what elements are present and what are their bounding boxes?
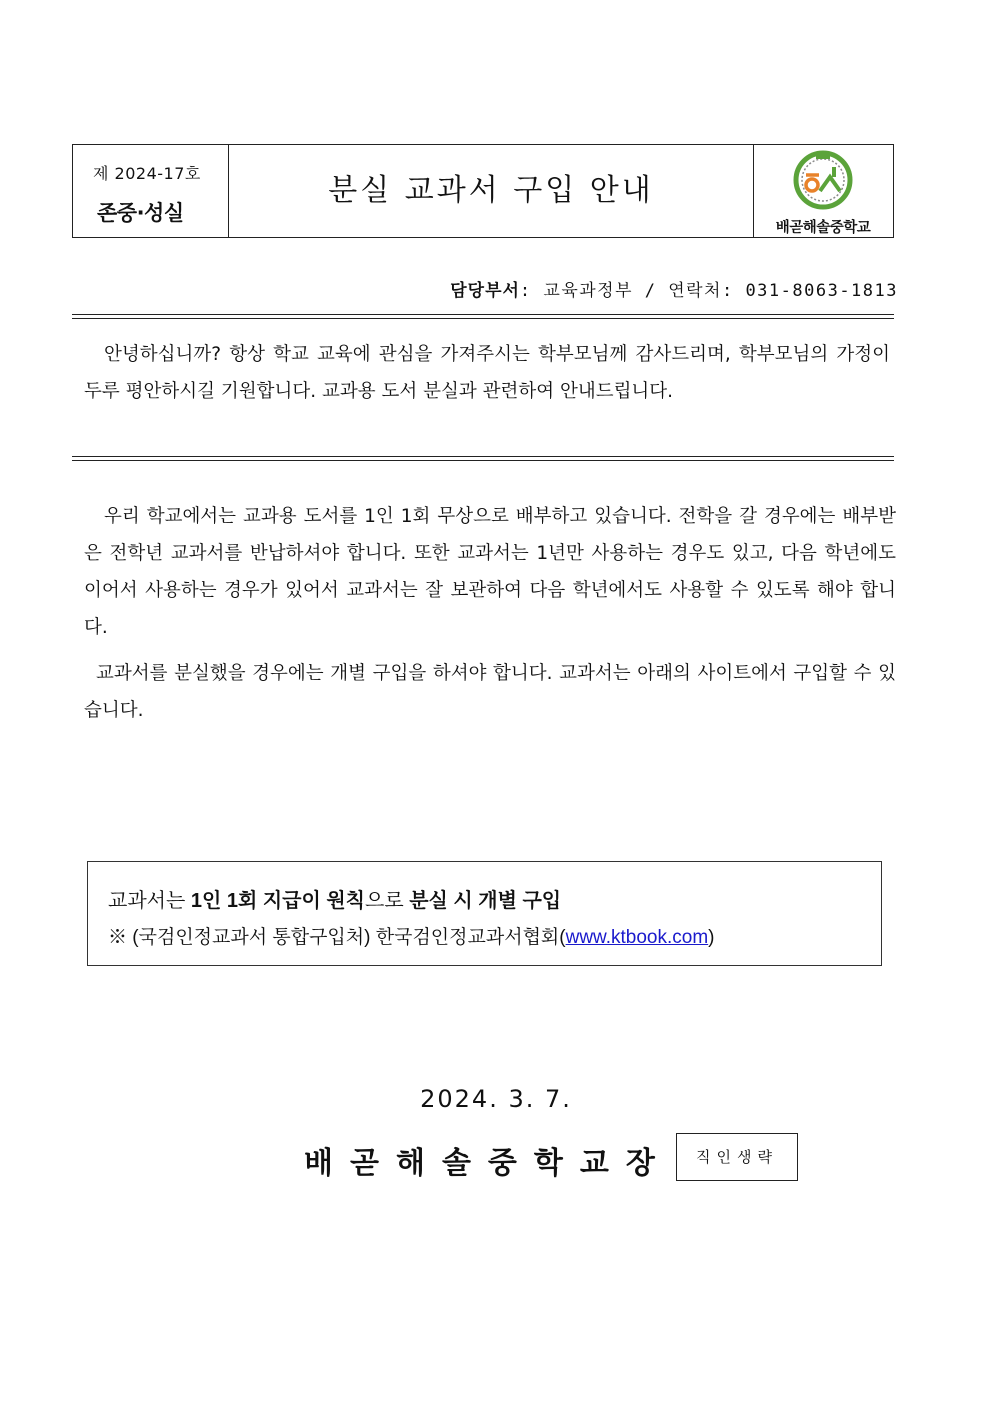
notice-box <box>87 861 882 966</box>
signatory: 배곧해솔중학교장 <box>304 1146 672 1181</box>
seal-omitted-box: 직인생략 <box>676 1133 798 1181</box>
document-number: 제 2024-17호 <box>93 164 201 183</box>
header-table <box>72 144 894 238</box>
notice-closing-paren: ) <box>708 927 715 948</box>
notice-line-2 <box>108 922 714 949</box>
issue-date: 2024. 3. 7. <box>420 1085 572 1113</box>
notice-line-1 <box>108 884 561 913</box>
notice-text-a: 교과서는 <box>108 890 191 912</box>
header-left-cell <box>73 145 229 237</box>
dept-label: 담당부서 <box>450 281 520 301</box>
greeting-text: 안녕하십니까? 항상 학교 교육에 관심을 가져주시는 학부모님께 감사드리며, 학부모님의 가정이 두루 평안하시길 기원합니다. 교과용 도서 분실과 관련하여 안내드립니다. <box>84 344 890 402</box>
divider-bottom <box>72 456 894 461</box>
divider-top <box>72 314 894 319</box>
notice-emphasis-2: 분실 시 개별 구입 <box>409 890 562 912</box>
logo-school-name: 배곧해솔중학교 <box>775 220 871 236</box>
header-logo-cell <box>753 145 893 237</box>
notice-emphasis-1: 1인 1회 지급이 원칙 <box>190 890 365 912</box>
document-title: 분실 교과서 구입 안내 <box>328 173 654 208</box>
school-logo-icon <box>790 149 856 213</box>
body-paragraph-1: 우리 학교에서는 교과용 도서를 1인 1회 무상으로 배부하고 있습니다. 전학을 갈 경우에는 배부받은 전학년 교과서를 반납하셔야 합니다. 또한 교과서는 1년만 사용하는 경우도 있고, 다음 학년에도 이어서 사용하는 경우가 있어서 교과서는 잘 보관하여 다음 학년에서도 사용할 수 있도록 해야 합니다. <box>84 506 896 638</box>
body-text <box>84 498 896 729</box>
contact-value: : 교육과정부 / 연락처: 031-8063-1813 <box>519 281 898 301</box>
ktbook-link[interactable]: www.ktbook.com <box>565 927 709 948</box>
school-motto: 존중·성실 <box>97 201 184 225</box>
contact-line <box>450 276 898 301</box>
body-paragraph-2: 교과서를 분실했을 경우에는 개별 구입을 하셔야 합니다. 교과서는 아래의 사이트에서 구입할 수 있습니다. <box>84 663 896 721</box>
notice-text-c: 으로 <box>365 890 410 912</box>
notice-purchase-info: ※ (국검인정교과서 통합구입처) 한국검인정교과서협회( <box>108 927 566 948</box>
greeting-block <box>84 336 890 410</box>
